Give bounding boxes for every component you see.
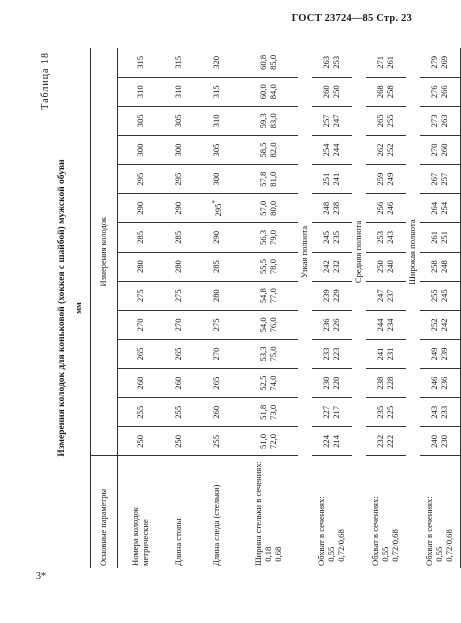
row-trace-length xyxy=(194,48,240,568)
table-cell: 305 xyxy=(194,135,240,164)
table-cell: 258 248 xyxy=(420,252,461,281)
table-cell: 276 266 xyxy=(420,77,461,106)
table-cell: 250 xyxy=(164,427,194,456)
table-cell: 255 245 xyxy=(420,281,461,310)
footnote-mark: * xyxy=(210,200,219,204)
table-body xyxy=(91,48,461,568)
table-number: Таблица 18 xyxy=(40,52,51,110)
table-cell: 59,3 83,0 xyxy=(240,106,298,135)
table-cell: 54,0 76,0 xyxy=(240,310,298,339)
table-cell: 241 231 xyxy=(366,339,406,368)
table-cell: 227 217 xyxy=(312,398,352,427)
table-cell: 270 xyxy=(118,310,165,339)
table-cell: 265 xyxy=(194,369,240,398)
table-cell: 270 xyxy=(164,310,194,339)
table-cell: 265 xyxy=(118,339,165,368)
table-cell: 57,8 81,0 xyxy=(240,165,298,194)
table-cell: 56,3 79,0 xyxy=(240,223,298,252)
row-foot-length-label: Длина стопы xyxy=(173,518,184,566)
table-cell: 261 251 xyxy=(420,223,461,252)
table-cell: 250 240 xyxy=(366,252,406,281)
table-cell: 54,8 77,0 xyxy=(240,281,298,310)
table-cell: 244 234 xyxy=(366,310,406,339)
table-cell: 255 xyxy=(118,398,165,427)
table-cell: 52,5 74,0 xyxy=(240,369,298,398)
table-cell: 262 252 xyxy=(366,135,406,164)
table-cell: 265 255 xyxy=(366,106,406,135)
section-row xyxy=(420,48,461,568)
table-cell: 300 xyxy=(164,135,194,164)
table-cell: 51,0 72,0 xyxy=(240,427,298,456)
section-title-row xyxy=(406,48,420,568)
table-cell: 290 xyxy=(118,194,165,223)
table-cell: 275 xyxy=(194,310,240,339)
table-cell: 260 250 xyxy=(312,77,352,106)
table-cell: 320 xyxy=(194,48,240,77)
row-insole-width-label: Ширина стельки в сечениях: 0,18 0,68 xyxy=(253,461,283,566)
section-title-row xyxy=(352,48,366,568)
table-cell: 295 xyxy=(164,165,194,194)
table-cell: 279 269 xyxy=(420,48,461,77)
table-cell: 310 xyxy=(164,77,194,106)
table-cell: 248 238 xyxy=(312,194,352,223)
header-measure: Измерения колодок xyxy=(91,48,118,456)
table-cell: 280 xyxy=(164,252,194,281)
table-cell: 290 xyxy=(164,194,194,223)
table-cell: 51,8 73,0 xyxy=(240,398,298,427)
table-cell: 259 249 xyxy=(366,165,406,194)
section-spacer xyxy=(352,456,366,568)
rotated-table-area xyxy=(40,48,454,568)
table-cell: 305 xyxy=(118,106,165,135)
table-cell: 236 226 xyxy=(312,310,352,339)
table-cell: 300 xyxy=(194,165,240,194)
table-cell: 264 254 xyxy=(420,194,461,223)
section-title: Узкая полнота xyxy=(299,225,310,279)
table-cell: 260 xyxy=(194,398,240,427)
table-cell: 252 242 xyxy=(420,310,461,339)
table-cell: 60,8 85,0 xyxy=(240,48,298,77)
table-cell: 253 243 xyxy=(366,223,406,252)
table-cell: 263 253 xyxy=(312,48,352,77)
page-header: ГОСТ 23724—85 Стр. 23 xyxy=(291,13,412,24)
table-cell: 300 xyxy=(118,135,165,164)
table-cell: 280 xyxy=(194,281,240,310)
table-cell: 290 xyxy=(194,223,240,252)
page-footer: 3* xyxy=(36,571,46,582)
table-cell: 315 xyxy=(118,48,165,77)
table-cell: 265 xyxy=(164,339,194,368)
table-cell: 246 236 xyxy=(420,369,461,398)
table-cell: 280 xyxy=(118,252,165,281)
section-title-row xyxy=(298,48,312,568)
section-spacer xyxy=(298,456,312,568)
header-row xyxy=(91,48,118,568)
table-cell: 256 246 xyxy=(366,194,406,223)
table-cell: 315 xyxy=(164,48,194,77)
table-cell: 255 xyxy=(164,398,194,427)
table-cell: 255 xyxy=(194,427,240,456)
table-cell: 270 260 xyxy=(420,135,461,164)
section-title: Широкая полнота xyxy=(407,219,418,285)
section-spacer xyxy=(406,456,420,568)
table-cell: 230 220 xyxy=(312,369,352,398)
table-cell: 285 xyxy=(194,252,240,281)
table-cell: 275 xyxy=(118,281,165,310)
table-cell: 251 241 xyxy=(312,165,352,194)
table-cell: 268 258 xyxy=(366,77,406,106)
table-cell: 273 263 xyxy=(420,106,461,135)
table-cell: 240 230 xyxy=(420,427,461,456)
table-cell: 239 229 xyxy=(312,281,352,310)
table-cell: 242 232 xyxy=(312,252,352,281)
table-cell: 55,5 78,0 xyxy=(240,252,298,281)
table-cell: 267 257 xyxy=(420,165,461,194)
table-cell: 60,0 84,0 xyxy=(240,77,298,106)
table-cell: 257 247 xyxy=(312,106,352,135)
table-cell: 53,3 75,0 xyxy=(240,339,298,368)
table-unit: мм xyxy=(73,302,83,314)
table-cell: 57,0 80,0 xyxy=(240,194,298,223)
table-cell: 271 261 xyxy=(366,48,406,77)
table-cell: 243 233 xyxy=(420,398,461,427)
row-numbers-label: Номера колодок метрические xyxy=(130,507,150,566)
section-label: Обхват в сечениях: 0,55 0,72/0,68 xyxy=(316,496,346,566)
table-cell: 275 xyxy=(164,281,194,310)
table-cell: 245 235 xyxy=(312,223,352,252)
section-title: Средняя полнота xyxy=(353,220,364,284)
row-foot-length xyxy=(164,48,194,568)
table-title: Измерения колодок для коньковой (хоккея с шайбой) мужской обуви xyxy=(57,159,67,457)
table-cell: 270 xyxy=(194,339,240,368)
table-cell: 260 xyxy=(164,369,194,398)
table-cell: 285 xyxy=(164,223,194,252)
table-cell: 224 214 xyxy=(312,427,352,456)
section-label: Обхват в сечениях: 0,55 0,72/0,68 xyxy=(370,496,400,566)
table-cell: 232 222 xyxy=(366,427,406,456)
table-cell: 310 xyxy=(194,106,240,135)
table-cell: 260 xyxy=(118,369,165,398)
table-cell: 238 228 xyxy=(366,369,406,398)
section-row xyxy=(366,48,406,568)
header-param: Основные параметры xyxy=(91,456,118,568)
table-cell: 305 xyxy=(164,106,194,135)
table-cell: 235 225 xyxy=(366,398,406,427)
table-cell: 233 223 xyxy=(312,339,352,368)
table-cell: 247 237 xyxy=(366,281,406,310)
row-trace-length-label: Длина следа (стельки) xyxy=(211,484,222,566)
table-cell: 58,5 82,0 xyxy=(240,135,298,164)
table-cell: 310 xyxy=(118,77,165,106)
table-cell: 285 xyxy=(118,223,165,252)
measurements-table xyxy=(90,48,461,568)
section-row xyxy=(312,48,352,568)
table-cell: 250 xyxy=(118,427,165,456)
table-cell: 254 244 xyxy=(312,135,352,164)
table-cell: 249 239 xyxy=(420,339,461,368)
row-numbers xyxy=(118,48,165,568)
row-insole-width xyxy=(240,48,298,568)
section-label: Обхват в сечениях: 0,55 0,72/0,68 xyxy=(420,456,461,568)
table-cell: 295* xyxy=(194,194,240,223)
table-cell: 295 xyxy=(118,165,165,194)
table-cell: 315 xyxy=(194,77,240,106)
rotated-content xyxy=(40,48,454,568)
